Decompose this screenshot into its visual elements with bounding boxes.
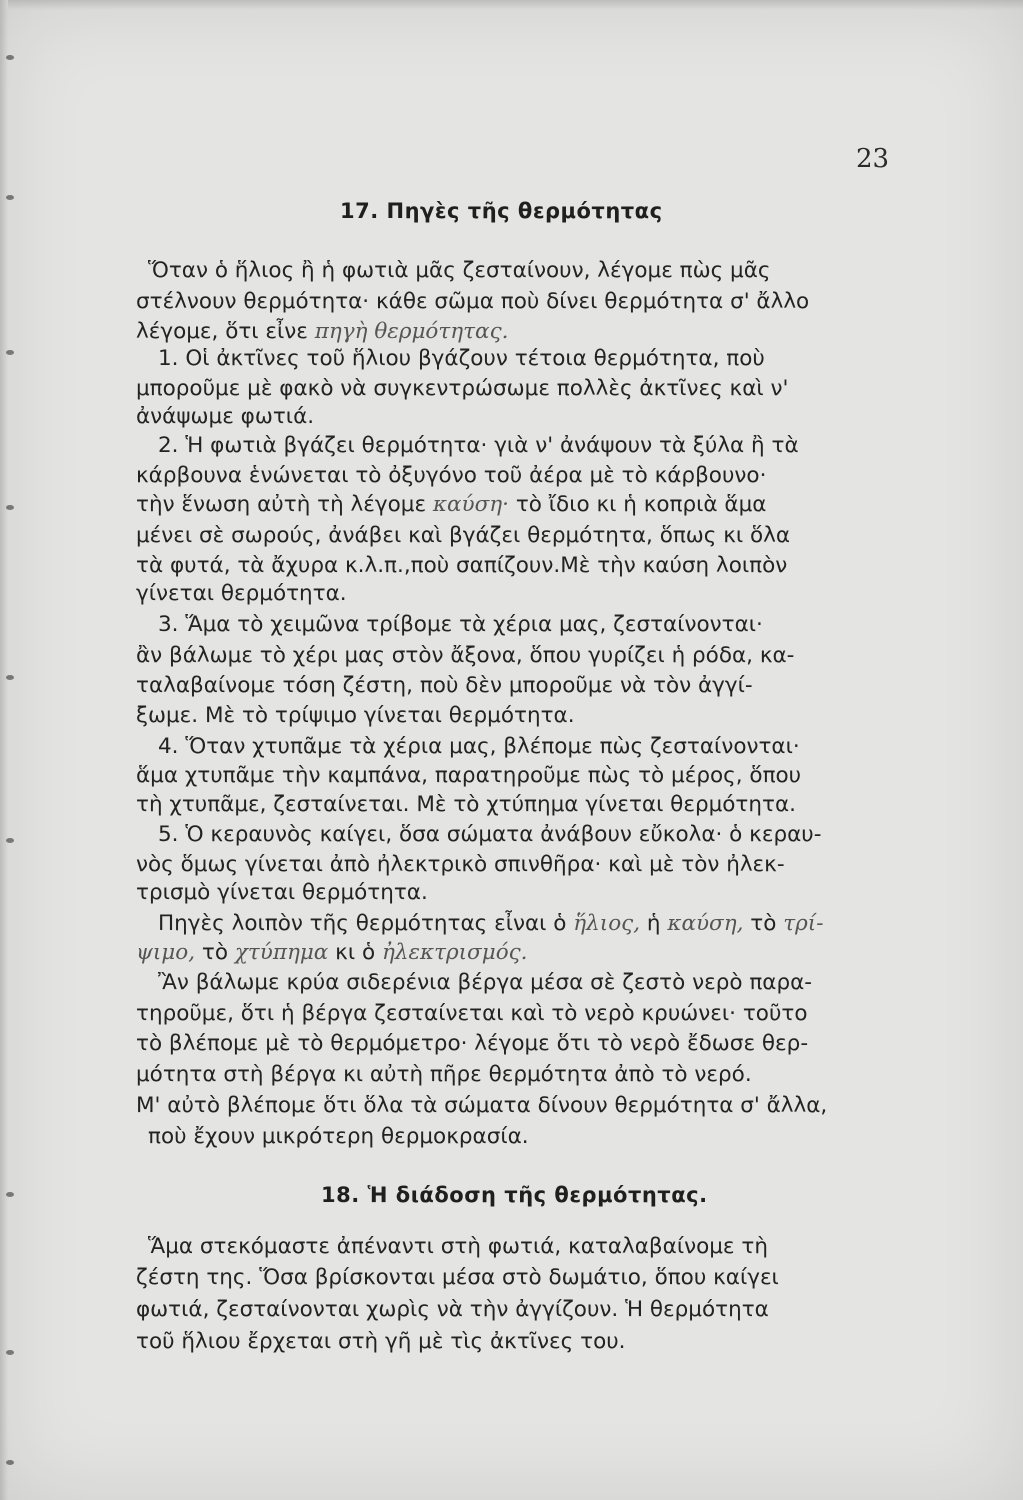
text-line: ξωμε. Μὲ τὸ τρίψιμο γίνεται θερμότητα. [136, 703, 575, 728]
text-span: ἡ [640, 911, 668, 936]
text-line: 1. Οἱ ἀκτῖνες τοῦ ἥλιου βγάζουν τέτοια θερμότητα, ποὺ [158, 346, 765, 371]
emphasis-text: χτύπημα [234, 940, 329, 965]
text-span: τὸ [743, 911, 784, 936]
text-line: γίνεται θερμότητα. [136, 581, 347, 606]
page-binding-edge [0, 0, 8, 1500]
text-line: Ὅταν ὁ ἥλιος ἢ ἡ φωτιὰ μᾶς ζεσταίνουν, λέγομε πὼς μᾶς [148, 258, 771, 283]
text-line: τρισμὸ γίνεται θερμότητα. [136, 880, 428, 905]
text-line: τηροῦμε, ὅτι ἡ βέργα ζεσταίνεται καὶ τὸ νερὸ κρυώνει· τοῦτο [136, 1001, 808, 1026]
binding-hole [6, 1192, 14, 1197]
text-line: φωτιά, ζεσταίνονται χωρὶς νὰ τὴν ἀγγίζουν. Ἡ θερμότητα [136, 1297, 769, 1322]
emphasis-text: καύση· [432, 492, 510, 517]
binding-hole [6, 55, 14, 60]
text-line: ἂν βάλωμε τὸ χέρι μας στὸν ἄξονα, ὅπου γυρίζει ἡ ρόδα, κα- [136, 643, 795, 668]
page-top-edge [0, 0, 1023, 10]
binding-hole [6, 195, 14, 200]
emphasis-text: τρί- [783, 911, 824, 936]
text-line [136, 319, 508, 345]
text-line: νὸς ὅμως γίνεται ἀπὸ ἠλεκτρικὸ σπινθῆρα· καὶ μὲ τὸν ἠλεκ- [136, 852, 785, 877]
emphasis-text: ἠλεκτρισμός. [381, 940, 528, 965]
emphasis-text: ψιμο, [136, 940, 196, 965]
text-span: Πηγὲς λοιπὸν τῆς θερμότητας εἶναι ὁ [158, 911, 574, 936]
text-line: 4. Ὅταν χτυπᾶμε τὰ χέρια μας, βλέπομε πὼς ζεσταίνονται· [158, 734, 800, 759]
text-line: μένει σὲ σωρούς, ἀνάβει καὶ βγάζει θερμότητα, ὅπως κι ὅλα [136, 523, 791, 548]
text-line: κάρβουνα ἑνώνεται τὸ ὀξυγόνο τοῦ ἀέρα μὲ τὸ κάρβουνο· [136, 463, 767, 488]
binding-hole [6, 838, 14, 843]
text-line [136, 492, 766, 518]
emphasis-text: πηγὴ θερμότητας. [314, 319, 509, 344]
text-line: Μ' αὐτὸ βλέπομε ὅτι ὅλα τὰ σώματα δίνουν θερμότητα σ' ἄλλα, [136, 1093, 828, 1118]
text-line: τὸ βλέπομε μὲ τὸ θερμόμετρο· λέγομε ὅτι τὸ νερὸ ἔδωσε θερ- [136, 1031, 809, 1056]
text-line: μποροῦμε μὲ φακὸ νὰ συγκεντρώσωμε πολλὲς ἀκτῖνες καὶ ν' [136, 376, 789, 401]
text-line: ἅμα χτυπᾶμε τὴν καμπάνα, παρατηροῦμε πὼς τὸ μέρος, ὅπου [136, 763, 802, 788]
text-line: μότητα στὴ βέργα κι αὐτὴ πῆρε θερμότητα ἀπὸ τὸ νερό. [136, 1062, 752, 1087]
text-span: τὸ [195, 940, 235, 965]
emphasis-text: καύση, [667, 911, 744, 936]
text-line [158, 911, 823, 937]
text-line: ἀνάψωμε φωτιά. [136, 404, 315, 429]
text-line: Ἅμα στεκόμαστε ἀπέναντι στὴ φωτιά, καταλαβαίνομε τὴ [148, 1234, 768, 1259]
binding-hole [6, 1460, 14, 1465]
text-line: ζέστη της. Ὅσα βρίσκονται μέσα στὸ δωμάτιο, ὅπου καίγει [136, 1265, 779, 1290]
text-line: ποὺ ἔχουν μικρότερη θερμοκρασία. [148, 1124, 529, 1149]
text-line: ταλαβαίνομε τόση ζέστη, ποὺ δὲν μποροῦμε νὰ τὸν ἀγγί- [136, 673, 753, 698]
text-span: τὴν ἕνωση αὐτὴ τὴ λέγομε [136, 492, 433, 517]
text-span: λέγομε, ὅτι εἶνε [136, 319, 315, 344]
text-line: 5. Ὁ κεραυνὸς καίγει, ὅσα σώματα ἀνάβουν εὔκολα· ὁ κεραυ- [158, 822, 822, 847]
text-line: Ἂν βάλωμε κρύα σιδερένια βέργα μέσα σὲ ζεστὸ νερὸ παρα- [158, 970, 813, 995]
section-17-heading: 17. Πηγὲς τῆς θερμότητας [340, 199, 663, 223]
page-number: 23 [856, 144, 890, 174]
text-line: 3. Ἅμα τὸ χειμῶνα τρίβομε τὰ χέρια μας, ζεσταίνονται· [158, 612, 763, 637]
text-line [136, 940, 528, 966]
text-line: τοῦ ἥλιου ἔρχεται στὴ γῆ μὲ τὶς ἀκτῖνες του. [136, 1329, 626, 1354]
text-line: τὰ φυτά, τὰ ἄχυρα κ.λ.π.,ποὺ σαπίζουν.Μὲ τὴν καύση λοιπὸν [136, 553, 788, 578]
text-span: κι ὁ [328, 940, 382, 965]
text-line: 2. Ἡ φωτιὰ βγάζει θερμότητα· γιὰ ν' ἀνάψουν τὰ ξύλα ἢ τὰ [158, 433, 799, 458]
text-line: τὴ χτυπᾶμε, ζεσταίνεται. Μὲ τὸ χτύπημα γίνεται θερμότητα. [136, 792, 796, 817]
emphasis-text: ἥλιος, [573, 911, 641, 936]
text-line: στέλνουν θερμότητα· κάθε σῶμα ποὺ δίνει θερμότητα σ' ἄλλο [136, 289, 810, 314]
binding-hole [6, 675, 14, 680]
binding-hole [6, 350, 14, 355]
text-span: τὸ ἴδιο κι ἡ κοπριὰ ἅμα [509, 492, 767, 517]
section-18-heading: 18. Ἡ διάδοση τῆς θερμότητας. [321, 1183, 708, 1207]
binding-hole [6, 1350, 14, 1355]
binding-hole [6, 505, 14, 510]
